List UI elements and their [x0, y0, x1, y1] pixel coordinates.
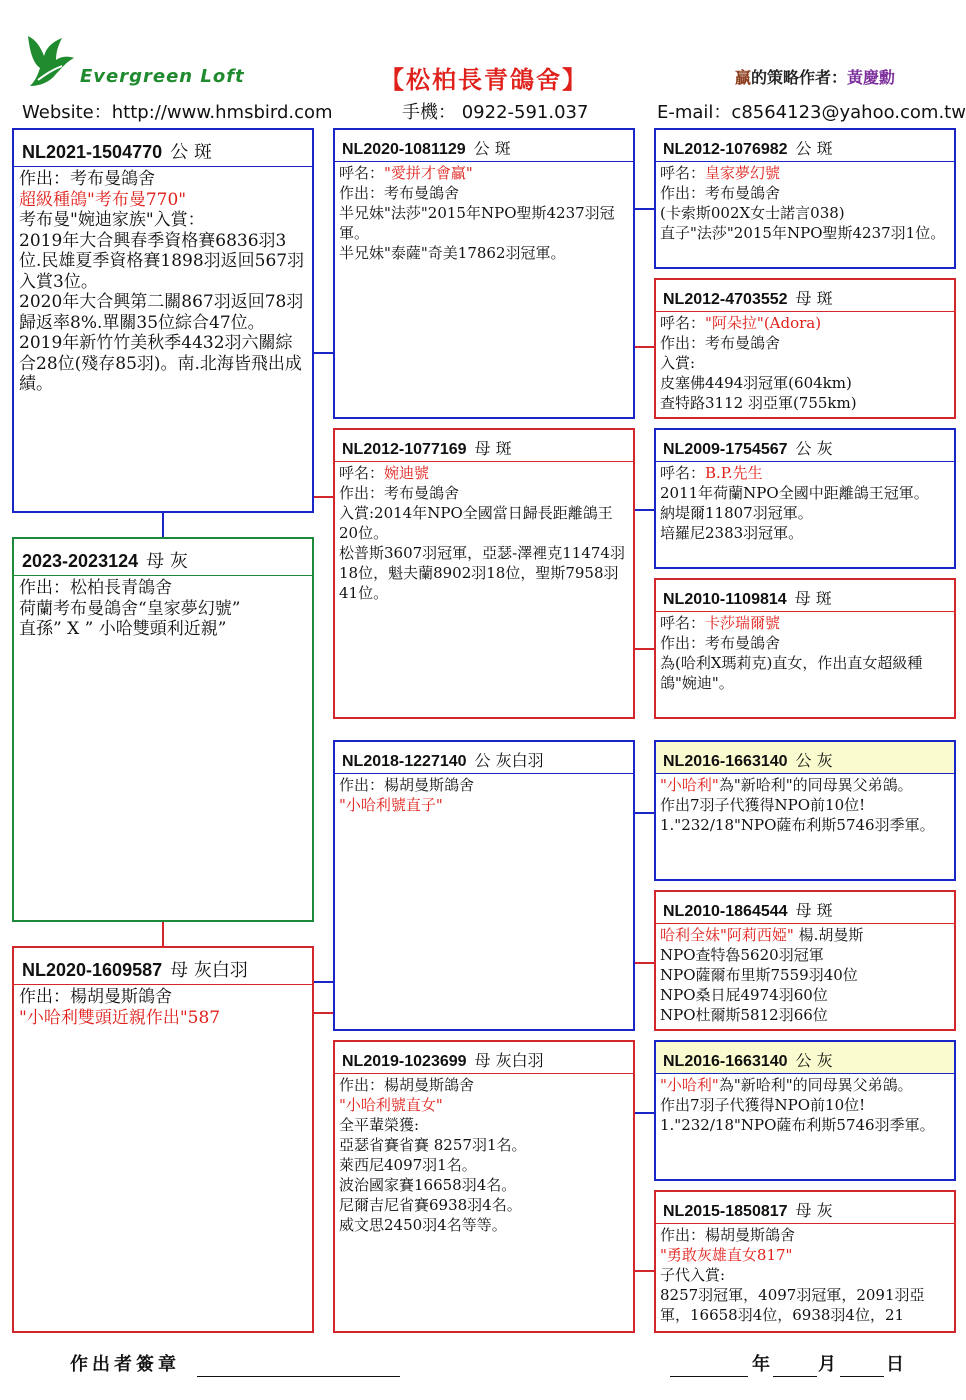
detail-text-tail: 楊.胡曼斯: [793, 926, 864, 944]
detail-line: [339, 203, 629, 243]
detail-text: 呼名：: [660, 164, 706, 182]
detail-line: [19, 210, 308, 231]
detail-text: 查特路3112 羽亞軍(755km): [660, 394, 857, 412]
detail-text: 作出：考布曼鴿舍: [660, 634, 781, 652]
connector-dam-ds: [313, 981, 334, 983]
pedigree-card-dam-sire: [333, 740, 635, 1031]
detail-line: [660, 613, 950, 633]
detail-line: [660, 1095, 950, 1115]
pedigree-card-sire-dam: [333, 428, 635, 719]
detail-text: 亞瑟省賽省賽 8257羽1名。: [339, 1136, 527, 1154]
detail-line: [660, 795, 950, 815]
detail-text: NPO薩爾布里斯7559羽40位: [660, 966, 858, 984]
ring-number: NL2021-1504770: [22, 142, 163, 162]
detail-text: 2020年大合興第二關867羽返回78羽歸返率8%.單關35位綜合47位。: [19, 292, 304, 333]
ring-number: NL2020-1081129: [342, 141, 466, 158]
connector-sire-ss: [313, 352, 334, 354]
detail-line: [660, 333, 950, 353]
detail-text: 萊西尼4097羽1名。: [339, 1156, 477, 1174]
card-title: [14, 539, 312, 576]
card-details: [335, 462, 633, 603]
detail-line: [339, 1075, 629, 1095]
detail-line: [660, 523, 950, 543]
detail-line: [660, 985, 950, 1005]
detail-line: [19, 1008, 308, 1029]
ring-number: 2023-2023124: [22, 551, 139, 571]
month-label: 月: [818, 1354, 836, 1375]
detail-line: [19, 599, 308, 620]
detail-text: 2011年荷蘭NPO全國中距離鴿王冠軍。: [660, 484, 929, 502]
sex-color: 公 灰: [795, 1051, 833, 1070]
detail-line: [339, 483, 629, 503]
detail-line: [660, 1245, 950, 1265]
detail-line: [660, 815, 950, 835]
detail-line: [660, 393, 950, 413]
detail-line: [660, 463, 950, 483]
ring-number: NL2019-1023699: [342, 1053, 467, 1070]
detail-text-tail: "阿朵拉"(Adora): [705, 314, 822, 332]
website-link[interactable]: Website：http://www.hmsbird.com: [22, 102, 333, 123]
sex-color: 公 斑: [170, 142, 212, 163]
sex-color: 母 灰: [795, 1201, 833, 1220]
detail-text: 作出：楊胡曼斯鴿舍: [339, 1076, 475, 1094]
sex-color: 母 斑: [474, 439, 512, 458]
year-line[interactable]: [670, 1376, 748, 1377]
detail-text: 1."232/18"NPO薩布利斯5746羽季軍。: [660, 1116, 935, 1134]
card-title: [335, 430, 633, 462]
card-title: [656, 892, 954, 924]
detail-text: 半兄妹"法莎"2015年NPO聖斯4237羽冠軍。: [339, 204, 615, 242]
detail-line: [339, 795, 629, 815]
detail-line: [19, 231, 308, 293]
detail-line: [339, 243, 629, 263]
detail-line: [660, 945, 950, 965]
card-title: [335, 1042, 633, 1074]
detail-line: [19, 578, 308, 599]
signature-label: 作出者簽章: [70, 1354, 180, 1375]
detail-line: [660, 775, 950, 795]
detail-text: "小哈利": [660, 1076, 719, 1094]
phone-number: 手機： 0922-591.037: [402, 102, 589, 123]
detail-line: [339, 1135, 629, 1155]
detail-line: [660, 1265, 950, 1285]
sex-color: 公 斑: [795, 139, 833, 158]
detail-line: [339, 543, 629, 603]
detail-text-tail: "愛拼才會贏": [384, 164, 473, 182]
detail-line: [660, 503, 950, 523]
connector-sire-sd: [313, 496, 334, 498]
card-details: [656, 774, 954, 835]
detail-text: 作出：楊胡曼斯鴿舍: [660, 1226, 796, 1244]
detail-line: [660, 1225, 950, 1245]
detail-text: 呼名：: [339, 164, 385, 182]
detail-text: 直子"法莎"2015年NPO聖斯4237羽1位。: [660, 224, 946, 242]
connector-dd-dds: [633, 1112, 655, 1114]
detail-line: [660, 653, 950, 693]
pedigree-card-dss: [654, 740, 956, 881]
ring-number: NL2018-1227140: [342, 753, 467, 770]
detail-text: 作出：松柏長青鴿舍: [19, 578, 172, 598]
detail-text: NPO查特魯5620羽冠軍: [660, 946, 824, 964]
card-title: [656, 430, 954, 462]
detail-line: [660, 313, 950, 333]
detail-text: 作出：考布曼鴿舍: [339, 184, 460, 202]
connector-ss-ssd: [633, 346, 655, 348]
card-details: [335, 774, 633, 815]
brand-name: Evergreen Loft: [80, 66, 245, 87]
card-title: [14, 948, 312, 985]
detail-text: 作出：考布曼鴿舍: [660, 184, 781, 202]
ring-number: NL2016-1663140: [663, 753, 788, 770]
pedigree-card-sire: [12, 128, 314, 513]
detail-line: [339, 1095, 629, 1115]
detail-text: 8257羽冠軍，4097羽冠軍，2091羽亞軍，16658羽4位，6938羽4位，21: [660, 1286, 925, 1324]
detail-text: 入賞:2014年NPO全國當日歸長距離鴿王20位。: [339, 504, 613, 542]
detail-line: [660, 203, 950, 223]
detail-text: 直孫” X ” 小哈雙頭利近親”: [19, 619, 227, 639]
detail-line: [339, 1115, 629, 1135]
card-details: [656, 1224, 954, 1325]
sex-color: 母 灰白羽: [474, 1051, 544, 1070]
connector-dd-ddd: [633, 1270, 655, 1272]
detail-text: 作出：楊胡曼斯鴿舍: [19, 987, 172, 1007]
email-link[interactable]: E-mail：c8564123@yahoo.com.tw: [657, 102, 966, 123]
ring-number: NL2010-1109814: [663, 591, 787, 608]
card-details: [14, 167, 312, 395]
ring-number: NL2010-1864544: [663, 903, 788, 920]
card-title: [656, 580, 954, 612]
detail-text: 為(哈利X瑪莉克)直女，作出直女超級種鴿"婉迪"。: [660, 654, 923, 692]
sex-color: 母 灰白羽: [170, 960, 248, 981]
detail-text: 作出：考布曼鴿舍: [19, 169, 155, 189]
detail-text-tail: 婉迪號: [384, 464, 430, 482]
connector-subject-dam: [162, 920, 164, 948]
detail-line: [660, 1285, 950, 1325]
card-details: [656, 612, 954, 693]
ring-number: NL2020-1609587: [22, 960, 163, 980]
detail-text: 威文思2450羽4名等等。: [339, 1216, 507, 1234]
ring-number: NL2012-4703552: [663, 291, 788, 308]
connector-dam-dd: [313, 1012, 334, 1014]
detail-text: 作出：考布曼鴿舍: [660, 334, 781, 352]
detail-text: 皮塞佛4494羽冠軍(604km): [660, 374, 852, 392]
detail-text-tail: 卡莎瑞爾號: [705, 614, 781, 632]
detail-line: [660, 1005, 950, 1025]
detail-text: 1."232/18"NPO薩布利斯5746羽季軍。: [660, 816, 935, 834]
detail-line: [19, 292, 308, 333]
detail-line: [660, 1075, 950, 1095]
detail-text: 尼爾吉尼省賽6938羽4名。: [339, 1196, 522, 1214]
detail-line: [660, 965, 950, 985]
detail-line: [660, 1115, 950, 1135]
detail-text: 作出7羽子代獲得NPO前10位!: [660, 796, 866, 814]
author-credit: [735, 65, 895, 88]
detail-line: [339, 1155, 629, 1175]
card-title: [656, 742, 954, 774]
detail-text: "勇敢灰雄直女817": [660, 1246, 793, 1264]
detail-text-tail: 皇家夢幻號: [705, 164, 781, 182]
ring-number: NL2015-1850817: [663, 1203, 788, 1220]
connector-subject-sire: [162, 511, 164, 539]
detail-text: "小哈利號直女": [339, 1096, 443, 1114]
connector-sd-sdd: [633, 648, 655, 650]
detail-line: [660, 925, 950, 945]
detail-text: 全平輩榮獲:: [339, 1116, 420, 1134]
detail-line: [19, 190, 308, 211]
sex-color: 公 灰白羽: [474, 751, 544, 770]
detail-line: [339, 1195, 629, 1215]
detail-text: 呼名：: [339, 464, 385, 482]
sex-color: 公 灰: [795, 751, 833, 770]
signature-line[interactable]: [197, 1376, 400, 1377]
card-details: [656, 1074, 954, 1135]
card-title: [656, 280, 954, 312]
logo-mark: [22, 30, 78, 90]
pedigree-card-dam: [12, 946, 314, 1333]
detail-text: 子代入賞:: [660, 1266, 726, 1284]
card-title: [335, 742, 633, 774]
detail-text: 培羅尼2383羽冠軍。: [660, 524, 804, 542]
detail-line: [660, 373, 950, 393]
card-title: [656, 1192, 954, 1224]
detail-text: "小哈利": [660, 776, 719, 794]
card-details: [656, 462, 954, 543]
card-details: [335, 162, 633, 263]
detail-text: NPO桑日屁4974羽60位: [660, 986, 828, 1004]
pedigree-card-dam-dam: [333, 1040, 635, 1333]
sex-color: 母 斑: [794, 589, 832, 608]
detail-line: [19, 619, 308, 640]
pedigree-card-sds: [654, 428, 956, 569]
connector-ss-sss: [633, 208, 655, 210]
ring-number: NL2012-1076982: [663, 141, 788, 158]
detail-text: "小哈利號直子": [339, 796, 443, 814]
sex-color: 公 斑: [473, 139, 511, 158]
detail-text: 作出：楊胡曼斯鴿舍: [339, 776, 475, 794]
detail-line: [19, 333, 308, 395]
detail-line: [339, 463, 629, 483]
detail-text: 入賞:: [660, 354, 696, 372]
month-line[interactable]: [773, 1376, 817, 1377]
card-details: [14, 576, 312, 640]
ring-number: NL2012-1077169: [342, 441, 467, 458]
author-name: 黃慶勳: [847, 68, 896, 87]
detail-line: [660, 633, 950, 653]
detail-text: 考布曼"婉迪家族"入賞：: [19, 210, 205, 230]
detail-text: 納堤爾11807羽冠軍。: [660, 504, 813, 522]
detail-line: [660, 183, 950, 203]
detail-line: [660, 163, 950, 183]
sex-color: 母 斑: [795, 901, 833, 920]
detail-line: [660, 353, 950, 373]
detail-line: [339, 775, 629, 795]
card-details: [656, 924, 954, 1025]
sex-color: 公 灰: [795, 439, 833, 458]
detail-text: 作出7羽子代獲得NPO前10位!: [660, 1096, 866, 1114]
detail-line: [660, 223, 950, 243]
detail-line: [660, 483, 950, 503]
connector-ds-dss: [633, 812, 655, 814]
card-details: [335, 1074, 633, 1235]
connector-ds-dsd: [633, 962, 655, 964]
detail-text: 呼名：: [660, 314, 706, 332]
pedigree-card-sire-sire: [333, 128, 635, 419]
detail-line: [19, 987, 308, 1008]
pedigree-card-sdd: [654, 578, 956, 719]
detail-text-tail: B.P.先生: [705, 464, 763, 482]
detail-text-tail: 為"新哈利"的同母異父弟鴿。: [718, 1076, 913, 1094]
detail-line: [19, 169, 308, 190]
author-prefix: 贏: [735, 68, 752, 87]
pedigree-card-dds: [654, 1040, 956, 1181]
day-label: 日: [886, 1354, 904, 1375]
detail-line: [339, 1215, 629, 1235]
author-label: 的策略作者：: [751, 68, 848, 87]
detail-line: [339, 1175, 629, 1195]
detail-text: 松普斯3607羽冠軍，亞瑟-澤裡克11474羽18位，魁夫蘭8902羽18位，聖斯7958羽41位。: [339, 544, 625, 602]
pedigree-card-ddd: [654, 1190, 956, 1333]
detail-text: 2019年新竹竹美秋季4432羽六關綜合28位(殘存85羽)。南.北海皆飛出成績。: [19, 333, 302, 394]
detail-line: [339, 503, 629, 543]
day-line[interactable]: [840, 1376, 884, 1377]
connector-sd-sds: [633, 509, 655, 511]
detail-text: 作出：考布曼鴿舍: [339, 484, 460, 502]
detail-line: [339, 163, 629, 183]
detail-text: 荷蘭考布曼鴿舍“皇家夢幻號”: [19, 598, 241, 619]
card-title: [656, 130, 954, 162]
ring-number: NL2009-1754567: [663, 441, 788, 458]
sex-color: 母 斑: [795, 289, 833, 308]
detail-text: 呼名：: [660, 614, 706, 632]
detail-text: (卡索斯002X女士諾言038): [660, 204, 845, 222]
detail-text: 呼名：: [660, 464, 706, 482]
detail-text: 2019年大合興春季資格賽6836羽3位.民雄夏季資格賽1898羽返回567羽入賞3位。: [19, 230, 305, 292]
card-details: [656, 312, 954, 413]
pedigree-card-dsd: [654, 890, 956, 1031]
pedigree-card-ssd: [654, 278, 956, 419]
detail-text: NPO杜爾斯5812羽66位: [660, 1006, 828, 1024]
card-title: [656, 1042, 954, 1074]
card-title: [14, 130, 312, 167]
pigeon-logo-icon: [22, 30, 78, 90]
card-details: [656, 162, 954, 243]
detail-line: [339, 183, 629, 203]
detail-text: 波治國家賽16658羽4名。: [339, 1176, 517, 1194]
detail-text: 哈利全妹"阿莉西婭": [660, 926, 794, 944]
detail-text-tail: 為"新哈利"的同母異父弟鴿。: [718, 776, 913, 794]
detail-text: 超級種鴿"考布曼770": [19, 189, 187, 210]
detail-text: 半兄妹"泰薩"奇美17862羽冠軍。: [339, 244, 566, 262]
year-label: 年: [752, 1354, 770, 1375]
page-title: 【松柏長青鴿舍】: [380, 66, 588, 94]
card-details: [14, 985, 312, 1028]
pedigree-card-subject: [12, 537, 314, 922]
sex-color: 母 灰: [146, 551, 188, 572]
card-title: [335, 130, 633, 162]
ring-number: NL2016-1663140: [663, 1053, 788, 1070]
pedigree-card-sss: [654, 128, 956, 269]
detail-text: "小哈利雙頭近親作出"587: [19, 1007, 221, 1028]
